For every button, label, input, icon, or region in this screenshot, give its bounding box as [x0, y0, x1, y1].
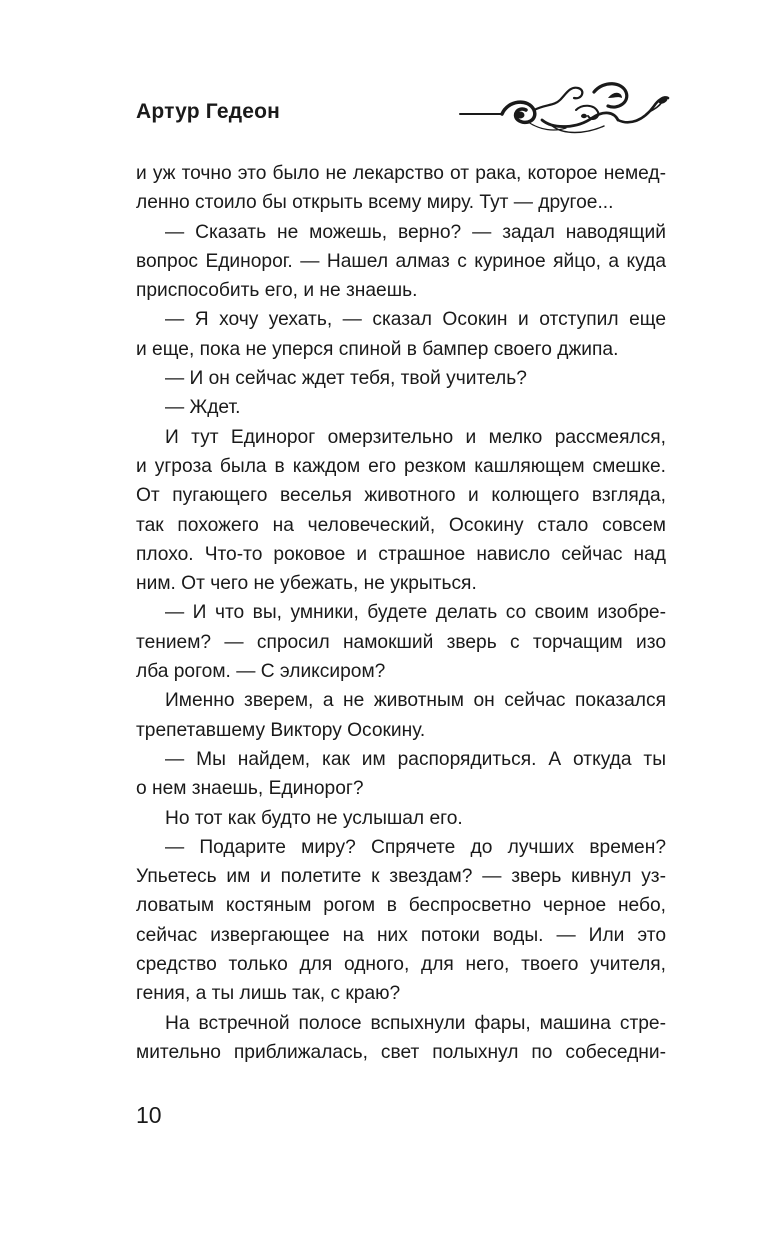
text-line: средство только для одного, для него, твоего учителя,	[136, 954, 666, 976]
text-line: — Ждет.	[165, 397, 241, 419]
page-body-text	[136, 159, 666, 1067]
text-line: лба рогом. — С эликсиром?	[136, 661, 386, 683]
text-line: гения, а ты лишь так, с краю?	[136, 983, 401, 1005]
text-line: — Сказать не можешь, верно? — задал наводящий	[165, 221, 666, 243]
text-line: — Мы найдем, как им распорядиться. А откуда ты	[165, 748, 666, 770]
text-line: трепетавшему Виктору Осокину.	[136, 719, 426, 741]
text-line: Но тот как будто не услышал его.	[165, 807, 463, 829]
page-number: 10	[136, 1102, 162, 1128]
text-line: вопрос Единорог. — Нашел алмаз с куриное яйцо, а куда	[136, 250, 666, 272]
text-line: От пугающего веселья животного и колющего взгляда,	[136, 485, 666, 507]
text-line: Упьетесь им и полетите к звездам? — зверь кивнул уз-	[136, 866, 666, 888]
text-line: — Подарите миру? Спрячете до лучших времен?	[165, 836, 666, 858]
text-line: И тут Единорог омерзительно и мелко рассмеялся,	[165, 426, 666, 448]
text-line: и уж точно это было не лекарство от рака, которое немед-	[136, 163, 666, 184]
text-line: — Я хочу уехать, — сказал Осокин и отступил еще	[165, 309, 666, 331]
text-line: ним. От чего не убежать, не укрыться.	[136, 573, 477, 595]
text-line: — И он сейчас ждет тебя, твой учитель?	[165, 368, 527, 390]
text-line: и еще, пока не уперся спиной в бампер своего джипа.	[136, 338, 619, 360]
text-line: ловатым костяным рогом в беспросветно черное небо,	[136, 895, 666, 917]
text-line: Именно зверем, а не животным он сейчас показался	[165, 690, 666, 712]
text-line: ленно стоило бы открыть всему миру. Тут — другое...	[136, 192, 614, 214]
text-line: о нем знаешь, Единорог?	[136, 778, 364, 800]
text-line: и угроза была в каждом его резком кашляющем смешке.	[136, 455, 666, 477]
decorative-flourish-icon	[458, 70, 673, 140]
text-line: плохо. Что-то роковое и страшное нависло сейчас над	[136, 543, 666, 565]
header-author-name: Артур Гедеон	[136, 100, 281, 123]
text-line: приспособить его, и не знаешь.	[136, 280, 418, 302]
text-line: — И что вы, умники, будете делать со своим изобре-	[165, 602, 666, 624]
text-line: сейчас извергающее на них потоки воды. — Или это	[136, 924, 666, 946]
text-line: тением? — спросил намокший зверь с торчащим изо	[136, 631, 666, 653]
text-line: На встречной полосе вспыхнули фары, машина стре-	[165, 1012, 666, 1034]
text-line: мительно приближалась, свет полыхнул по собеседни-	[136, 1041, 666, 1063]
text-line: так похожего на человеческий, Осокину стало совсем	[136, 514, 666, 536]
